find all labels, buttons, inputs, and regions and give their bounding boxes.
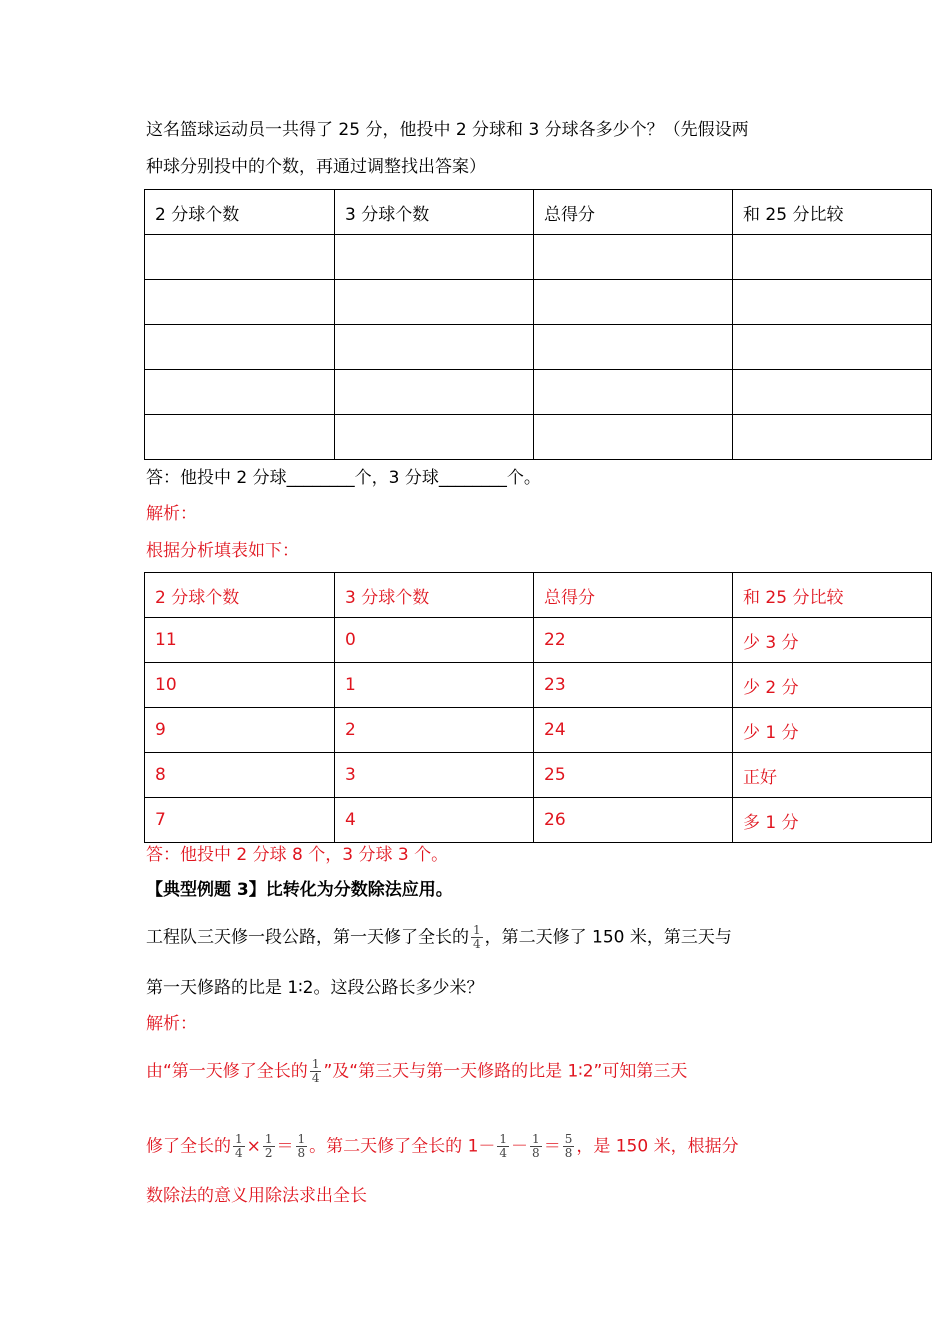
header-cell: 2 分球个数 bbox=[145, 190, 335, 235]
table-row bbox=[145, 618, 932, 663]
example3-text: 工程队三天修一段公路，第一天修了全长的 bbox=[146, 927, 469, 948]
minus-sign: － bbox=[511, 1136, 529, 1157]
table-row bbox=[145, 753, 932, 798]
table-row bbox=[145, 798, 932, 843]
header-cell: 2 分球个数 bbox=[145, 573, 335, 618]
blank-cell[interactable] bbox=[335, 370, 534, 415]
problem-text-line-2: 种球分别投中的个数，再通过调整找出答案） bbox=[146, 157, 486, 177]
fraction: $\frac{1}{2}$ bbox=[264, 1132, 273, 1160]
header-cell: 3 分球个数 bbox=[335, 573, 534, 618]
fraction: $\frac{1}{4}$ bbox=[235, 1132, 243, 1160]
table-cell: 少 2 分 bbox=[733, 663, 932, 708]
solution-text: 修了全长的 bbox=[146, 1136, 231, 1157]
example3-text: ，第二天修了 150 米，第三天与 bbox=[484, 927, 732, 948]
table-row bbox=[145, 235, 932, 280]
solution-text: ，是 150 米，根据分 bbox=[576, 1136, 739, 1157]
solution-text: 。第二天修了全长的 1－ bbox=[309, 1136, 496, 1157]
solution-line-2 bbox=[146, 1133, 739, 1160]
solution-line-3: 数除法的意义用除法求出全长 bbox=[146, 1186, 367, 1206]
table-cell: 7 bbox=[145, 798, 335, 843]
equals-sign: ＝ bbox=[543, 1136, 561, 1157]
header-cell: 总得分 bbox=[534, 573, 733, 618]
table-cell: 10 bbox=[145, 663, 335, 708]
blank-cell[interactable] bbox=[335, 325, 534, 370]
table-cell: 11 bbox=[145, 618, 335, 663]
blank-cell[interactable] bbox=[534, 325, 733, 370]
blank-cell[interactable] bbox=[145, 415, 335, 460]
blank-cell[interactable] bbox=[145, 370, 335, 415]
header-cell: 和 25 分比较 bbox=[733, 573, 932, 618]
table-cell: 少 3 分 bbox=[733, 618, 932, 663]
fraction: $\frac{5}{8}$ bbox=[564, 1132, 573, 1160]
table-header-row bbox=[145, 573, 932, 618]
example3-line-1 bbox=[146, 924, 732, 951]
solution-text: 由“第一天修了全长的 bbox=[146, 1061, 308, 1082]
table-cell: 22 bbox=[534, 618, 733, 663]
analysis-intro: 根据分析填表如下： bbox=[146, 541, 299, 561]
blank-cell[interactable] bbox=[733, 415, 932, 460]
table-cell: 8 bbox=[145, 753, 335, 798]
answer-blank: 答：他投中 2 分球________个，3 分球________个。 bbox=[146, 468, 541, 488]
table-row bbox=[145, 325, 932, 370]
table-cell: 2 bbox=[335, 708, 534, 753]
table-row bbox=[145, 280, 932, 325]
header-cell: 和 25 分比较 bbox=[733, 190, 932, 235]
blank-cell[interactable] bbox=[335, 280, 534, 325]
table-cell: 少 1 分 bbox=[733, 708, 932, 753]
blank-table bbox=[144, 189, 932, 460]
table-row bbox=[145, 663, 932, 708]
table-cell: 26 bbox=[534, 798, 733, 843]
blank-cell[interactable] bbox=[145, 325, 335, 370]
blank-cell[interactable] bbox=[145, 280, 335, 325]
table-cell: 4 bbox=[335, 798, 534, 843]
answer-final: 答：他投中 2 分球 8 个，3 分球 3 个。 bbox=[146, 845, 449, 865]
example3-title: 【典型例题 3】比转化为分数除法应用。 bbox=[146, 880, 453, 900]
table-row bbox=[145, 370, 932, 415]
solution-text: ”及“第三天与第一天修路的比是 1∶2”可知第三天 bbox=[323, 1061, 688, 1082]
blank-cell[interactable] bbox=[145, 235, 335, 280]
table-cell: 24 bbox=[534, 708, 733, 753]
table-cell: 3 bbox=[335, 753, 534, 798]
example3-line-2: 第一天修路的比是 1∶2。这段公路长多少米？ bbox=[146, 978, 484, 998]
table-row bbox=[145, 415, 932, 460]
table-cell: 正好 bbox=[733, 753, 932, 798]
table-cell: 多 1 分 bbox=[733, 798, 932, 843]
analysis-label-2: 解析： bbox=[146, 1014, 197, 1034]
fraction: $\frac{1}{4}$ bbox=[473, 923, 481, 951]
blank-cell[interactable] bbox=[733, 370, 932, 415]
equals-sign: ＝ bbox=[276, 1136, 294, 1157]
times-sign: × bbox=[246, 1136, 261, 1157]
blank-cell[interactable] bbox=[733, 235, 932, 280]
header-cell: 3 分球个数 bbox=[335, 190, 534, 235]
table-cell: 25 bbox=[534, 753, 733, 798]
blank-cell[interactable] bbox=[534, 415, 733, 460]
fraction: $\frac{1}{8}$ bbox=[532, 1132, 540, 1160]
table-cell: 1 bbox=[335, 663, 534, 708]
answer-table bbox=[144, 572, 932, 843]
table-row bbox=[145, 708, 932, 753]
header-cell: 总得分 bbox=[534, 190, 733, 235]
blank-cell[interactable] bbox=[335, 415, 534, 460]
fraction: $\frac{1}{8}$ bbox=[297, 1132, 306, 1160]
fraction: $\frac{1}{4}$ bbox=[499, 1132, 508, 1160]
solution-line-1 bbox=[146, 1058, 687, 1085]
blank-cell[interactable] bbox=[534, 280, 733, 325]
blank-cell[interactable] bbox=[534, 370, 733, 415]
blank-cell[interactable] bbox=[335, 235, 534, 280]
table-header-row bbox=[145, 190, 932, 235]
analysis-label: 解析： bbox=[146, 504, 197, 524]
table-cell: 9 bbox=[145, 708, 335, 753]
blank-cell[interactable] bbox=[534, 235, 733, 280]
problem-text-line-1: 这名篮球运动员一共得了 25 分，他投中 2 分球和 3 分球各多少个？（先假设两 bbox=[146, 120, 749, 140]
blank-cell[interactable] bbox=[733, 280, 932, 325]
blank-cell[interactable] bbox=[733, 325, 932, 370]
table-cell: 0 bbox=[335, 618, 534, 663]
table-cell: 23 bbox=[534, 663, 733, 708]
fraction: $\frac{1}{4}$ bbox=[311, 1057, 320, 1085]
